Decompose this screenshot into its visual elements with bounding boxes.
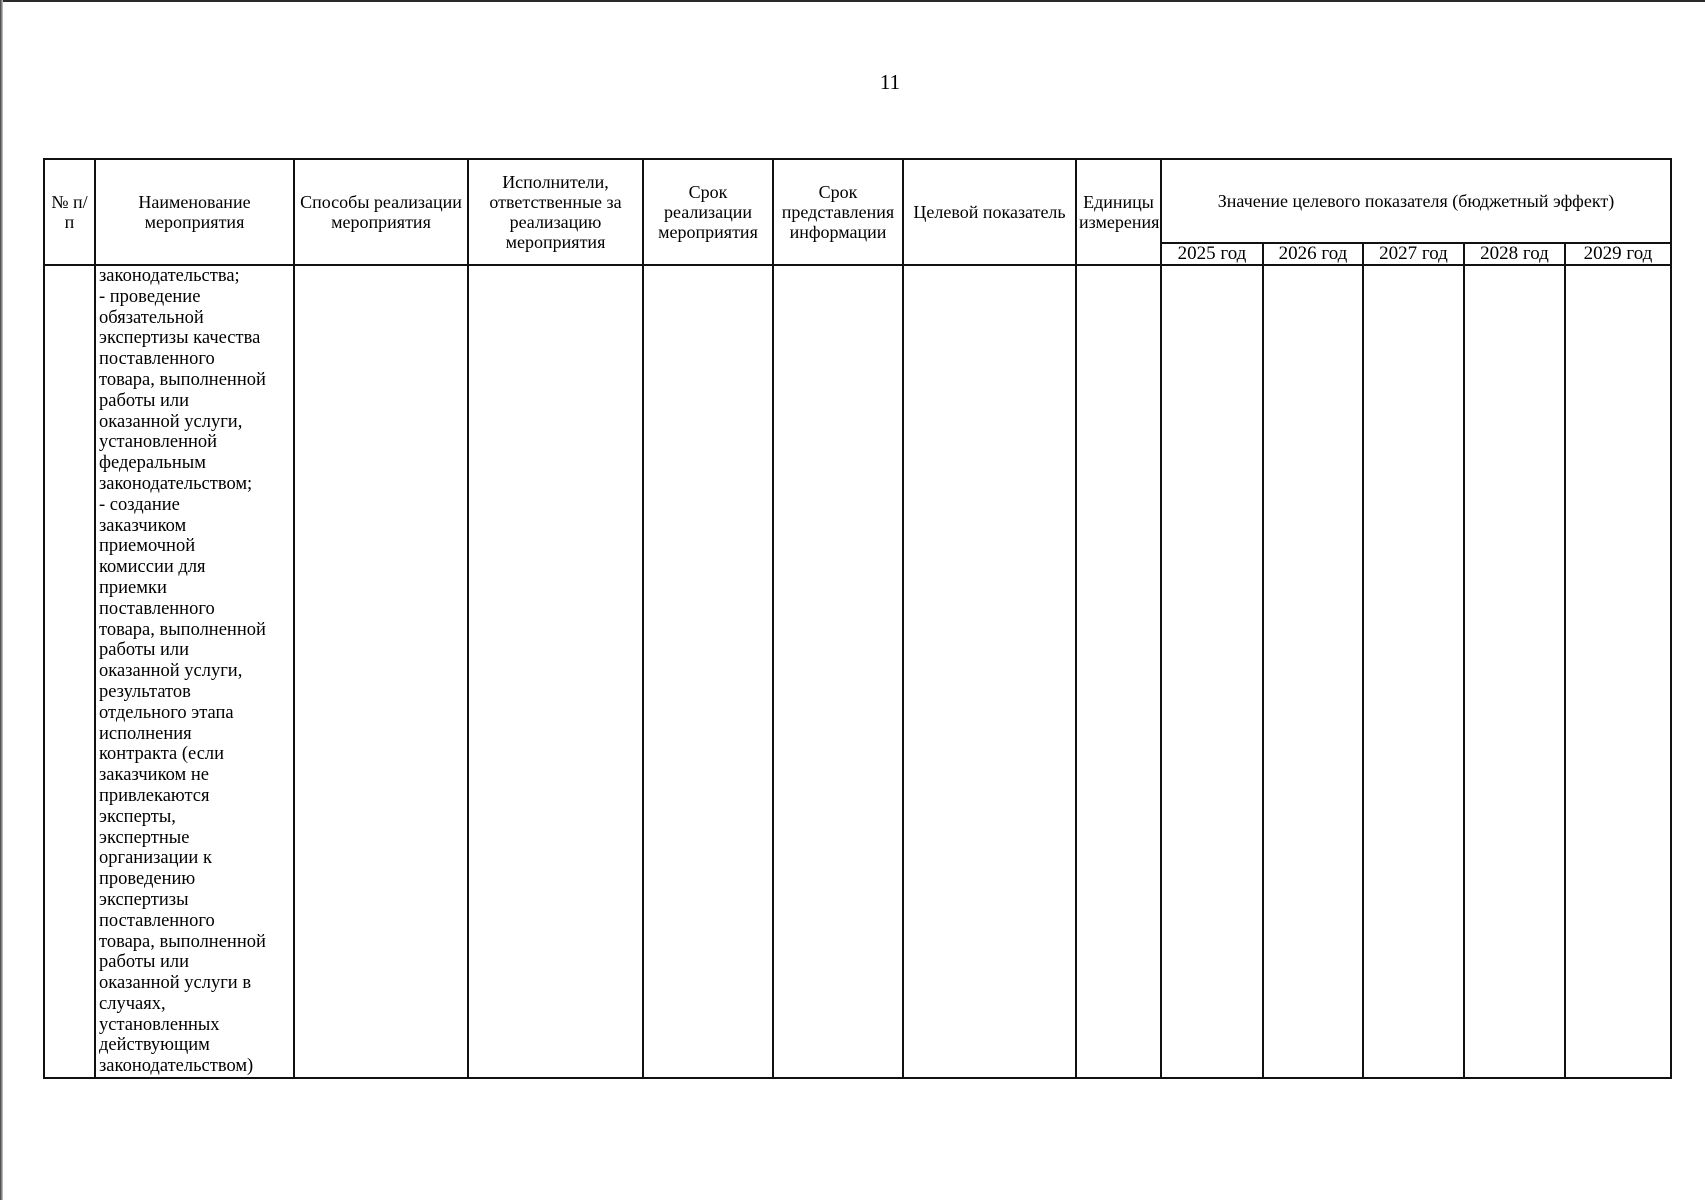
header-methods: Способы реализации мероприятия	[294, 159, 468, 265]
cell-term-info	[773, 265, 903, 1078]
description-line: отдельного этапа	[99, 702, 234, 723]
header-year: 2026 год	[1263, 243, 1363, 265]
description-line: установленной	[99, 432, 218, 453]
header-name: Наименование мероприятия	[95, 159, 294, 265]
header-target: Целевой показатель	[903, 159, 1076, 265]
description-line: обязательной	[99, 307, 204, 328]
description-line: комиссии для	[99, 557, 206, 578]
header-year: 2027 год	[1363, 243, 1464, 265]
description-line: проведению	[99, 869, 196, 890]
header-year: 2028 год	[1464, 243, 1565, 265]
description-line: законодательства;	[99, 266, 240, 286]
cell-executors	[468, 265, 643, 1078]
header-year: 2025 год	[1161, 243, 1263, 265]
header-value-group: Значение целевого показателя (бюджетный эффект)	[1161, 159, 1671, 243]
description-line: контракта (если	[99, 744, 225, 765]
scan-left-edge	[0, 0, 3, 1200]
description-line: экспертизы	[99, 889, 189, 910]
description-line: работы или	[99, 390, 190, 411]
page-number: 11	[879, 70, 901, 94]
cell-target	[903, 265, 1076, 1078]
description-line: заказчиком	[99, 515, 187, 536]
description-line: оказанной услуги,	[99, 661, 243, 682]
cell-value-2029	[1565, 265, 1671, 1078]
description-line: оказанной услуги,	[99, 411, 243, 432]
description-line: экспертизы качества	[99, 328, 261, 349]
scan-top-edge	[0, 0, 1705, 2]
description-line: работы или	[99, 640, 190, 661]
header-executors: Исполнители, ответственные за реализацию мероприятия	[468, 159, 643, 265]
description-line: эксперты,	[99, 806, 176, 827]
description-line: поставленного	[99, 598, 215, 619]
description-line: товара, выполненной	[99, 369, 266, 390]
cell-description	[95, 265, 294, 1078]
description-line: заказчиком не	[99, 765, 209, 786]
cell-value-2028	[1464, 265, 1565, 1078]
description-line: приемочной	[99, 536, 196, 557]
cell-num	[44, 265, 95, 1078]
description-line: - проведение	[99, 286, 201, 307]
description-line: исполнения	[99, 723, 192, 744]
header-unit: Единицы измерения	[1076, 159, 1161, 265]
description-line: законодательством)	[99, 1056, 254, 1077]
cell-unit	[1076, 265, 1161, 1078]
description-line: привлекаются	[99, 785, 210, 806]
description-line: федеральным	[99, 453, 206, 474]
description-line: экспертные	[99, 827, 190, 848]
header-num: № п/п	[44, 159, 95, 265]
cell-term-impl	[643, 265, 773, 1078]
header-term-info: Срок представления информации	[773, 159, 903, 265]
cell-value-2027	[1363, 265, 1464, 1078]
description-line: работы или	[99, 952, 190, 973]
cell-value-2025	[1161, 265, 1263, 1078]
description-line: товара, выполненной	[99, 931, 266, 952]
cell-methods	[294, 265, 468, 1078]
description-line: - создание	[99, 494, 180, 515]
description-line: оказанной услуги в	[99, 973, 252, 994]
description-line: установленных	[99, 1014, 220, 1035]
header-term-impl: Срок реализации мероприятия	[643, 159, 773, 265]
description-line: случаях,	[99, 993, 166, 1014]
description-line: товара, выполненной	[99, 619, 266, 640]
cell-value-2026	[1263, 265, 1363, 1078]
description-line: приемки	[99, 577, 167, 598]
description-line: законодательством;	[99, 473, 253, 494]
description-line: поставленного	[99, 349, 215, 370]
description-line: результатов	[99, 681, 191, 702]
table-row	[44, 265, 1671, 1078]
description-line: действующим	[99, 1035, 210, 1056]
description-line: поставленного	[99, 910, 215, 931]
measures-table	[43, 158, 1672, 1079]
header-year: 2029 год	[1565, 243, 1671, 265]
description-line: организации к	[99, 848, 212, 869]
